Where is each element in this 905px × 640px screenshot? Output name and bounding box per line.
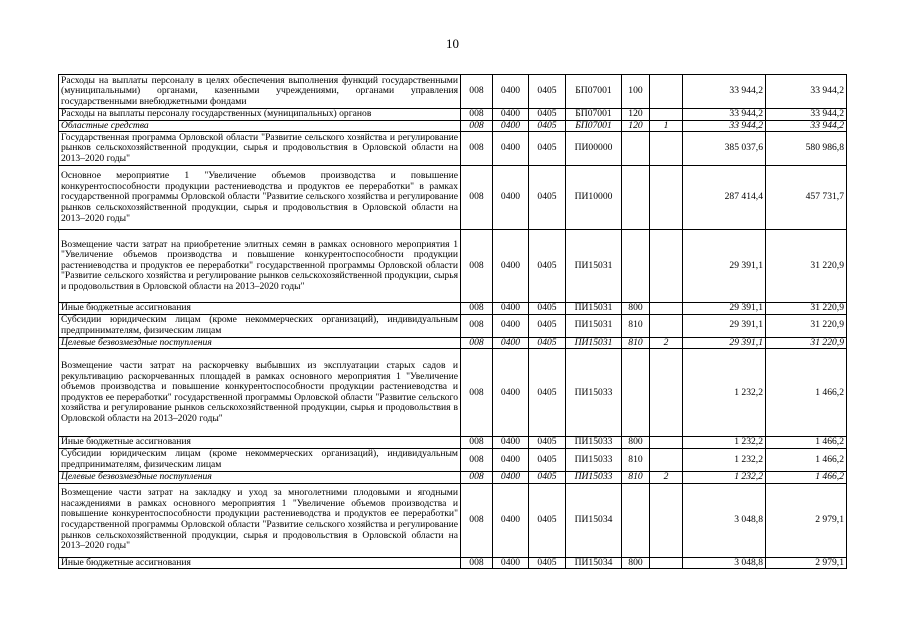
section-code: 0400 xyxy=(493,303,529,315)
table-row xyxy=(59,483,847,557)
section-code: 0400 xyxy=(493,349,529,437)
amount-year-1: 1 232,2 xyxy=(683,471,766,483)
expense-type-code: 800 xyxy=(622,303,650,315)
amount-year-2: 31 220,9 xyxy=(766,337,847,349)
department-code: 008 xyxy=(461,109,493,121)
budget-table xyxy=(58,74,847,569)
amount-year-2: 580 986,8 xyxy=(766,132,847,166)
department-code: 008 xyxy=(461,448,493,471)
subsection-code: 0405 xyxy=(529,337,566,349)
amount-year-2: 2 979,1 xyxy=(766,557,847,569)
budget-item-name: Целевые безвозмездные поступления xyxy=(59,337,461,349)
budget-item-name: Иные бюджетные ассигнования xyxy=(59,557,461,569)
amount-year-2: 31 220,9 xyxy=(766,314,847,337)
department-code: 008 xyxy=(461,314,493,337)
amount-year-2: 1 466,2 xyxy=(766,349,847,437)
target-article-code: БП07001 xyxy=(566,75,622,109)
amount-year-1: 33 944,2 xyxy=(683,120,766,132)
amount-year-2: 33 944,2 xyxy=(766,120,847,132)
table-row xyxy=(59,109,847,121)
amount-year-2: 31 220,9 xyxy=(766,303,847,315)
amount-year-1: 1 232,2 xyxy=(683,448,766,471)
table-row xyxy=(59,349,847,437)
amount-year-1: 29 391,1 xyxy=(683,230,766,303)
amount-year-1: 33 944,2 xyxy=(683,109,766,121)
budget-item-name: Государственная программа Орловской области "Развитие сельского хозяйства и регулирование рынков сельскохозяйственной продукции, сырья и продовольствия в Орловской области на 2013–2020 годы" xyxy=(59,132,461,166)
subsection-code: 0405 xyxy=(529,132,566,166)
department-code: 008 xyxy=(461,471,493,483)
target-article-code: ПИ15033 xyxy=(566,437,622,449)
section-code: 0400 xyxy=(493,448,529,471)
expense-type-code: 120 xyxy=(622,109,650,121)
subsection-code: 0405 xyxy=(529,120,566,132)
amount-year-2: 1 466,2 xyxy=(766,437,847,449)
table-row xyxy=(59,557,847,569)
section-code: 0400 xyxy=(493,471,529,483)
amount-year-2: 2 979,1 xyxy=(766,483,847,557)
funding-source-code: 2 xyxy=(650,471,683,483)
amount-year-1: 3 048,8 xyxy=(683,557,766,569)
subsection-code: 0405 xyxy=(529,109,566,121)
budget-item-name: Основное мероприятие 1 "Увеличение объемов производства и повышение конкурентоспособности продукции растениеводства и продуктов ее переработки" в рамках государственной программы Орловской области "Развитие сельского хозяйства и регулирование рынков сельскохозяйственной продукции, сырья и продовольствия в Орловской области на 2013–2020 годы" xyxy=(59,166,461,230)
target-article-code: ПИ15031 xyxy=(566,337,622,349)
expense-type-code: 810 xyxy=(622,448,650,471)
section-code: 0400 xyxy=(493,483,529,557)
expense-type-code xyxy=(622,166,650,230)
target-article-code: ПИ10000 xyxy=(566,166,622,230)
amount-year-1: 1 232,2 xyxy=(683,349,766,437)
amount-year-1: 33 944,2 xyxy=(683,75,766,109)
funding-source-code xyxy=(650,349,683,437)
amount-year-1: 29 391,1 xyxy=(683,337,766,349)
subsection-code: 0405 xyxy=(529,314,566,337)
target-article-code: ПИ15031 xyxy=(566,303,622,315)
department-code: 008 xyxy=(461,483,493,557)
expense-type-code xyxy=(622,483,650,557)
section-code: 0400 xyxy=(493,120,529,132)
expense-type-code: 810 xyxy=(622,471,650,483)
amount-year-1: 29 391,1 xyxy=(683,314,766,337)
section-code: 0400 xyxy=(493,109,529,121)
table-row xyxy=(59,75,847,109)
table-row xyxy=(59,471,847,483)
subsection-code: 0405 xyxy=(529,437,566,449)
target-article-code: ПИ15033 xyxy=(566,448,622,471)
target-article-code: БП07001 xyxy=(566,109,622,121)
funding-source-code xyxy=(650,314,683,337)
subsection-code: 0405 xyxy=(529,303,566,315)
expense-type-code: 800 xyxy=(622,557,650,569)
subsection-code: 0405 xyxy=(529,75,566,109)
subsection-code: 0405 xyxy=(529,471,566,483)
department-code: 008 xyxy=(461,349,493,437)
table-row xyxy=(59,120,847,132)
funding-source-code xyxy=(650,230,683,303)
target-article-code: ПИ15033 xyxy=(566,349,622,437)
funding-source-code xyxy=(650,437,683,449)
funding-source-code: 2 xyxy=(650,337,683,349)
section-code: 0400 xyxy=(493,557,529,569)
subsection-code: 0405 xyxy=(529,349,566,437)
amount-year-2: 1 466,2 xyxy=(766,471,847,483)
table-row xyxy=(59,314,847,337)
budget-item-name: Расходы на выплаты персоналу государственных (муниципальных) органов xyxy=(59,109,461,121)
table-row xyxy=(59,132,847,166)
budget-item-name: Расходы на выплаты персоналу в целях обеспечения выполнения функций государственными (муниципальными) органами, казенными учреждениями, органами управления государственными внебюджетными фондами xyxy=(59,75,461,109)
target-article-code: ПИ15034 xyxy=(566,557,622,569)
expense-type-code: 800 xyxy=(622,437,650,449)
department-code: 008 xyxy=(461,75,493,109)
target-article-code: ПИ15034 xyxy=(566,483,622,557)
table-row xyxy=(59,166,847,230)
budget-item-name: Возмещение части затрат на закладку и уход за многолетними плодовыми и ягодными насаждениями в рамках основного мероприятия 1 "Увеличение объемов производства и повышение конкурентоспособности продукции растениеводства и продуктов ее переработки" государственной программы Орловской области "Развитие сельского хозяйства и регулирование рынков сельскохозяйственной продукции, сырья и продовольствия в Орловской области на 2013–2020 годы" xyxy=(59,483,461,557)
table-row xyxy=(59,448,847,471)
target-article-code: ПИ15031 xyxy=(566,230,622,303)
table-row xyxy=(59,230,847,303)
section-code: 0400 xyxy=(493,230,529,303)
department-code: 008 xyxy=(461,557,493,569)
department-code: 008 xyxy=(461,230,493,303)
subsection-code: 0405 xyxy=(529,230,566,303)
budget-item-name: Иные бюджетные ассигнования xyxy=(59,437,461,449)
department-code: 008 xyxy=(461,437,493,449)
budget-item-name: Целевые безвозмездные поступления xyxy=(59,471,461,483)
section-code: 0400 xyxy=(493,132,529,166)
expense-type-code: 100 xyxy=(622,75,650,109)
target-article-code: ПИ15031 xyxy=(566,314,622,337)
budget-item-name: Субсидии юридическим лицам (кроме некоммерческих организаций), индивидуальным предпринимателям, физическим лицам xyxy=(59,448,461,471)
expense-type-code: 120 xyxy=(622,120,650,132)
subsection-code: 0405 xyxy=(529,448,566,471)
section-code: 0400 xyxy=(493,75,529,109)
subsection-code: 0405 xyxy=(529,557,566,569)
department-code: 008 xyxy=(461,120,493,132)
department-code: 008 xyxy=(461,337,493,349)
amount-year-1: 385 037,6 xyxy=(683,132,766,166)
subsection-code: 0405 xyxy=(529,166,566,230)
amount-year-2: 457 731,7 xyxy=(766,166,847,230)
section-code: 0400 xyxy=(493,337,529,349)
department-code: 008 xyxy=(461,166,493,230)
expense-type-code: 810 xyxy=(622,337,650,349)
budget-item-name: Возмещение части затрат на приобретение элитных семян в рамках основного мероприятия 1 "Увеличение объемов производства и повышение конкурентоспособности продукции растениеводства и продуктов ее переработки" государственной программы Орловской области "Развитие сельского хозяйства и регулирование рынков сельскохозяйственной продукции, сырья и продовольствия в Орловской области на 2013–2020 годы" xyxy=(59,230,461,303)
table-row xyxy=(59,303,847,315)
funding-source-code xyxy=(650,557,683,569)
funding-source-code xyxy=(650,109,683,121)
funding-source-code xyxy=(650,303,683,315)
amount-year-2: 1 466,2 xyxy=(766,448,847,471)
amount-year-1: 3 048,8 xyxy=(683,483,766,557)
target-article-code: ПИ00000 xyxy=(566,132,622,166)
table-row xyxy=(59,337,847,349)
amount-year-1: 287 414,4 xyxy=(683,166,766,230)
page-number: 10 xyxy=(446,36,459,51)
subsection-code: 0405 xyxy=(529,483,566,557)
target-article-code: ПИ15033 xyxy=(566,471,622,483)
section-code: 0400 xyxy=(493,166,529,230)
amount-year-2: 31 220,9 xyxy=(766,230,847,303)
amount-year-1: 29 391,1 xyxy=(683,303,766,315)
funding-source-code xyxy=(650,75,683,109)
expense-type-code xyxy=(622,132,650,166)
budget-item-name: Иные бюджетные ассигнования xyxy=(59,303,461,315)
funding-source-code xyxy=(650,132,683,166)
section-code: 0400 xyxy=(493,314,529,337)
budget-item-name: Возмещение части затрат на раскорчевку выбывших из эксплуатации старых садов и рекультивацию раскорчеванных площадей в рамках основного мероприятия 1 "Увеличение объемов производства и повышение конкурентоспособности продукции растениеводства и продуктов ее переработки" государственной программы Орловской области "Развитие сельского хозяйства и регулирование рынков сельскохозяйственной продукции, сырья и продовольствия в Орловской области на 2013–2020 годы" xyxy=(59,349,461,437)
expense-type-code xyxy=(622,230,650,303)
budget-item-name: Областные средства xyxy=(59,120,461,132)
section-code: 0400 xyxy=(493,437,529,449)
amount-year-2: 33 944,2 xyxy=(766,75,847,109)
expense-type-code xyxy=(622,349,650,437)
funding-source-code xyxy=(650,483,683,557)
amount-year-1: 1 232,2 xyxy=(683,437,766,449)
funding-source-code: 1 xyxy=(650,120,683,132)
funding-source-code xyxy=(650,166,683,230)
budget-item-name: Субсидии юридическим лицам (кроме некоммерческих организаций), индивидуальным предпринимателям, физическим лицам xyxy=(59,314,461,337)
department-code: 008 xyxy=(461,132,493,166)
expense-type-code: 810 xyxy=(622,314,650,337)
target-article-code: БП07001 xyxy=(566,120,622,132)
amount-year-2: 33 944,2 xyxy=(766,109,847,121)
department-code: 008 xyxy=(461,303,493,315)
table-body xyxy=(59,75,847,569)
funding-source-code xyxy=(650,448,683,471)
table-row xyxy=(59,437,847,449)
